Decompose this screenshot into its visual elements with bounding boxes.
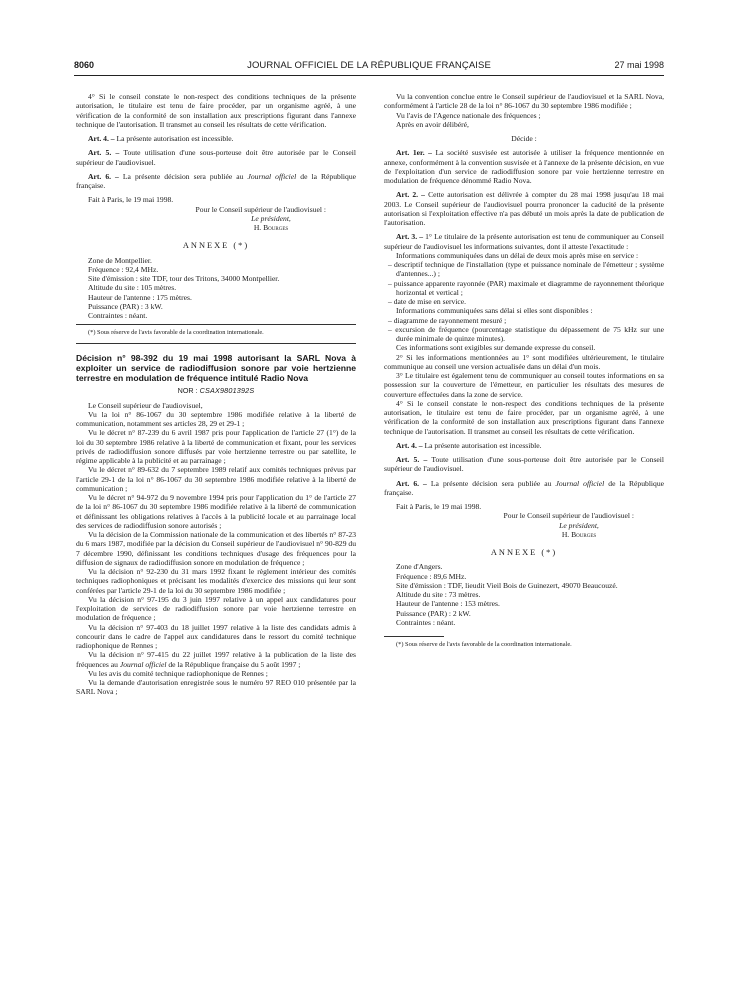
signature-pour-left: Pour le Conseil supérieur de l'audiovisuel : bbox=[195, 204, 326, 214]
considerant: Vu les avis du comité technique radiophonique de Rennes ; bbox=[88, 668, 268, 678]
annexe-details-right bbox=[384, 562, 664, 627]
article-6-right: Art. 6. – La présente décision sera publiée au Journal officiel de la République française. bbox=[384, 478, 665, 497]
considerant: Vu la décision n° 97-415 du 22 juillet 1997 relative à la publication de la liste des fréquences au Journal officiel de la République française du 5 août 1997 ; bbox=[76, 650, 356, 669]
annexe-line: Puissance (PAR) : 3 kW. bbox=[88, 301, 163, 311]
annexe-line: Altitude du site : 105 mètres. bbox=[88, 283, 177, 293]
nor-reference: NOR : CSAX9801392S bbox=[177, 386, 255, 396]
annexe-line: Hauteur de l'antenne : 175 mètres. bbox=[88, 292, 192, 302]
considerant: Vu le décret n° 94-972 du 9 novembre 1994 pris pour l'application du 1° de l'article 27 de la loi n° 86-1067 du 30 septembre 1986 modifiée relative à la liberté de communication et définissant les obligations relatives à l'accès à la publicité locale et au parrainage local des services de radiodiffusion sonore autorisés ; bbox=[76, 493, 356, 530]
page-header bbox=[74, 58, 664, 74]
article-4-left: Art. 4. – La présente autorisation est incessible. bbox=[88, 134, 234, 143]
considerant: Vu la convention conclue entre le Conseil supérieur de l'audiovisuel et la SARL Nova, conformément à l'article 28 de la loi n° 86-1067 du 30 septembre 1986 modifiée ; bbox=[384, 92, 664, 111]
signature-president-left: Le président, bbox=[251, 213, 291, 223]
footnote-rule-left bbox=[76, 324, 356, 325]
annexe-line: Fréquence : 92,4 MHz. bbox=[88, 264, 159, 274]
annexe-heading-right: ANNEXE (*) bbox=[490, 548, 558, 557]
considerant: Vu la demande d'autorisation enregistrée sous le numéro 97 REO 010 présentée par la SARL Nova ; bbox=[76, 678, 356, 697]
paragraph: Ces informations sont exigibles sur demande expresse du conseil. bbox=[396, 343, 596, 353]
annexe-line: Zone de Montpellier. bbox=[88, 255, 152, 265]
annexe-heading-left: ANNEXE (*) bbox=[182, 241, 250, 251]
decide-heading: Décide : bbox=[511, 134, 537, 143]
list-item: – date de mise en service. bbox=[388, 297, 467, 306]
considerant: Vu l'avis de l'Agence nationale des fréquences ; bbox=[396, 110, 541, 120]
footnote-rule-right bbox=[384, 636, 444, 637]
annexe-line: Contraintes : néant. bbox=[88, 311, 148, 320]
considerant: Le Conseil supérieur de l'audiovisuel, bbox=[88, 400, 203, 410]
signature-name-left: H. Bourges bbox=[253, 223, 289, 232]
list-item: – puissance apparente rayonnée (PAR) maximale et diagramme de rayonnement théorique horizontal et vertical ; bbox=[388, 278, 664, 297]
annexe-line: Site d'émission : TDF, lieudit Vieil Bois de Guinezert, 49070 Beaucouzé. bbox=[396, 580, 618, 590]
right-column bbox=[384, 92, 664, 649]
considerant: Vu la décision n° 92-230 du 31 mars 1992 fixant le règlement intérieur des comités techniques radiophoniques et précisant les modalités d'exercice des missions qui leur sont conférées par l'article 29-1 de la loi du 30 septembre 1986 modifiée ; bbox=[76, 567, 356, 595]
paragraph: 4° Si le conseil constate le non-respect des conditions techniques de la présente autorisation, le titulaire est tenu de faire procéder, par un organisme agréé, à une vérification de la conformité de son installation aux prescriptions figurant dans l'annexe technique de l'autorisation. Il transmet au conseil les résultats de cette vérification. bbox=[384, 398, 664, 436]
annexe-line: Site d'émission : site TDF, tour des Tritons, 34000 Montpellier. bbox=[88, 274, 280, 283]
annexe-details-left bbox=[76, 256, 356, 321]
signature-pour-right: Pour le Conseil supérieur de l'audiovisuel : bbox=[503, 511, 634, 521]
annexe-line: Puissance (PAR) : 2 kW. bbox=[396, 608, 471, 618]
annexe-line: Zone d'Angers. bbox=[396, 562, 443, 572]
page-number: 8060 bbox=[74, 60, 95, 70]
list-item: – diagramme de rayonnement mesuré ; bbox=[388, 315, 507, 325]
considerant: Vu le décret n° 89-632 du 7 septembre 1989 relatif aux comités techniques prévus par l'article 29-1 de la loi n° 86-1067 du 30 septembre 1986 modifiée relative à la liberté de communication ; bbox=[76, 465, 356, 493]
list-item: – descriptif technique de l'installation (type et puissance nominale de l'émetteur ; système d'antennes...) ; bbox=[388, 260, 664, 279]
considerant: Vu la décision n° 97-403 du 18 juillet 1997 relative à la liste des candidats admis à concourir dans le cadre de l'appel aux candidatures dans le ressort du comité technique radiophonique de Rennes ; bbox=[76, 622, 356, 650]
info-heading: Informations communiquées sans délai si elles sont disponibles : bbox=[396, 306, 593, 316]
considerant: Vu la loi n° 86-1067 du 30 septembre 1986 modifiée relative à la liberté de communication, notamment ses articles 28, 29 et 29-1 ; bbox=[76, 409, 356, 428]
section-rule bbox=[76, 343, 356, 344]
considerant: Vu la décision de la Commission nationale de la communication et des libertés n° 87-23 du 6 mars 1987, modifiée par la décision du Conseil supérieur de l'audiovisuel n° 90-829 du 7 décembre 1990, définissant les conditions techniques d'usage des fréquences pour la diffusion de signaux de radiodiffusion sonore en modulation de fréquence ; bbox=[76, 530, 356, 567]
journal-title: JOURNAL OFFICIEL DE LA RÉPUBLIQUE FRANÇAISE bbox=[247, 60, 491, 71]
considerant: Vu le décret n° 87-239 du 6 avril 1987 pris pour l'application de l'article 27 (1°) de la loi du 30 septembre 1986 relative à la liberté de communication et fixant, pour les services privés de radiodiffusion sonore diffusés par voie hertzienne terrestre ou par satellite, le régime applicable à la publicité et au parrainage ; bbox=[76, 428, 356, 465]
article-1: Art. 1er. – La société susvisée est autorisée à utiliser la fréquence mentionnée en annexe, conformément à la convention susvisée et à l'annexe de la présente décision, en vue de l'exploitation d'un service de radiodiffusion sonore par voie hertzienne terrestre en modulation de fréquence dénommé Radio Nova. bbox=[384, 148, 664, 185]
info-heading: Informations communiquées dans un délai de deux mois après mise en service : bbox=[396, 250, 639, 260]
article-3: Art. 3. – 1° Le titulaire de la présente autorisation est tenu de communiquer au Conseil supérieur de l'audiovisuel les informations suivantes, dont il atteste l'exactitude : bbox=[384, 232, 664, 251]
signature-president-right: Le président, bbox=[559, 520, 599, 530]
header-rule bbox=[74, 75, 664, 76]
decision-title: Décision n° 98-392 du 19 mai 1998 autorisant la SARL Nova à exploiter un service de radiodiffusion sonore par voie hertzienne terrestre en modulation de fréquence intitulé Radio Nova bbox=[76, 353, 356, 384]
article-6-left: Art. 6. – La présente décision sera publiée au Journal officiel de la République française. bbox=[76, 171, 357, 190]
footnote-left: (*) Sous réserve de l'avis favorable de la coordination internationale. bbox=[88, 329, 264, 337]
paragraph: 3° Le titulaire est également tenu de communiquer au conseil toutes informations en sa possession sur la couverture de l'émetteur, en particulier les résultats des mesures de couverture effectuées dans la zone de service. bbox=[384, 371, 664, 399]
fait-left: Fait à Paris, le 19 mai 1998. bbox=[88, 195, 174, 205]
considerant: Après en avoir délibéré, bbox=[396, 119, 469, 129]
left-column bbox=[76, 92, 356, 697]
issue-date: 27 mai 1998 bbox=[614, 60, 664, 70]
paragraph: 2° Si les informations mentionnées au 1° sont modifiées ultérieurement, le titulaire communique au conseil une version actualisée dans un délai d'un mois. bbox=[384, 352, 664, 371]
paragraph-4-left: 4° Si le conseil constate le non-respect des conditions techniques de la présente autorisation, le titulaire est tenu de faire procéder, par un organisme agréé, à une vérification de la conformité de son installation aux prescriptions figurant dans l'annexe technique de l'autorisation. Il transmet au conseil les résultats de cette vérification. bbox=[76, 92, 356, 129]
signature-name-right: H. Bourges bbox=[561, 529, 597, 539]
annexe-line: Contraintes : néant. bbox=[396, 617, 456, 627]
article-5-right: Art. 5. – Toute utilisation d'une sous-porteuse doit être autorisée par le Conseil supérieur de l'audiovisuel. bbox=[384, 455, 664, 474]
article-5-left: Art. 5. – Toute utilisation d'une sous-porteuse doit être autorisée par le Conseil supérieur de l'audiovisuel. bbox=[76, 148, 356, 167]
considerant: Vu la décision n° 97-195 du 3 juin 1997 relative à un appel aux candidatures pour l'exploitation de services de radiodiffusion sonore par voie hertzienne terrestre en modulation de fréquence ; bbox=[76, 594, 356, 623]
annexe-line: Fréquence : 89,6 MHz. bbox=[396, 571, 467, 581]
list-item: – excursion de fréquence (pourcentage statistique du dépassement de 75 kHz sur une durée minimale de quinze minutes). bbox=[388, 324, 664, 343]
article-4-right: Art. 4. – La présente autorisation est incessible. bbox=[396, 440, 542, 450]
annexe-line: Altitude du site : 73 mètres. bbox=[396, 590, 481, 599]
annexe-line: Hauteur de l'antenne : 153 mètres. bbox=[396, 599, 500, 609]
article-2: Art. 2. – Cette autorisation est délivrée à compter du 28 mai 1998 jusqu'au 18 mai 2003. Le Conseil supérieur de l'audiovisuel pourra prononcer la caducité de la présente autorisation si l'exploitation effective n'a pas débuté un mois après la date de publication de l'autorisation. bbox=[384, 190, 664, 227]
fait-right: Fait à Paris, le 19 mai 1998. bbox=[396, 502, 482, 511]
footnote-right: (*) Sous réserve de l'avis favorable de la coordination internationale. bbox=[396, 641, 572, 648]
